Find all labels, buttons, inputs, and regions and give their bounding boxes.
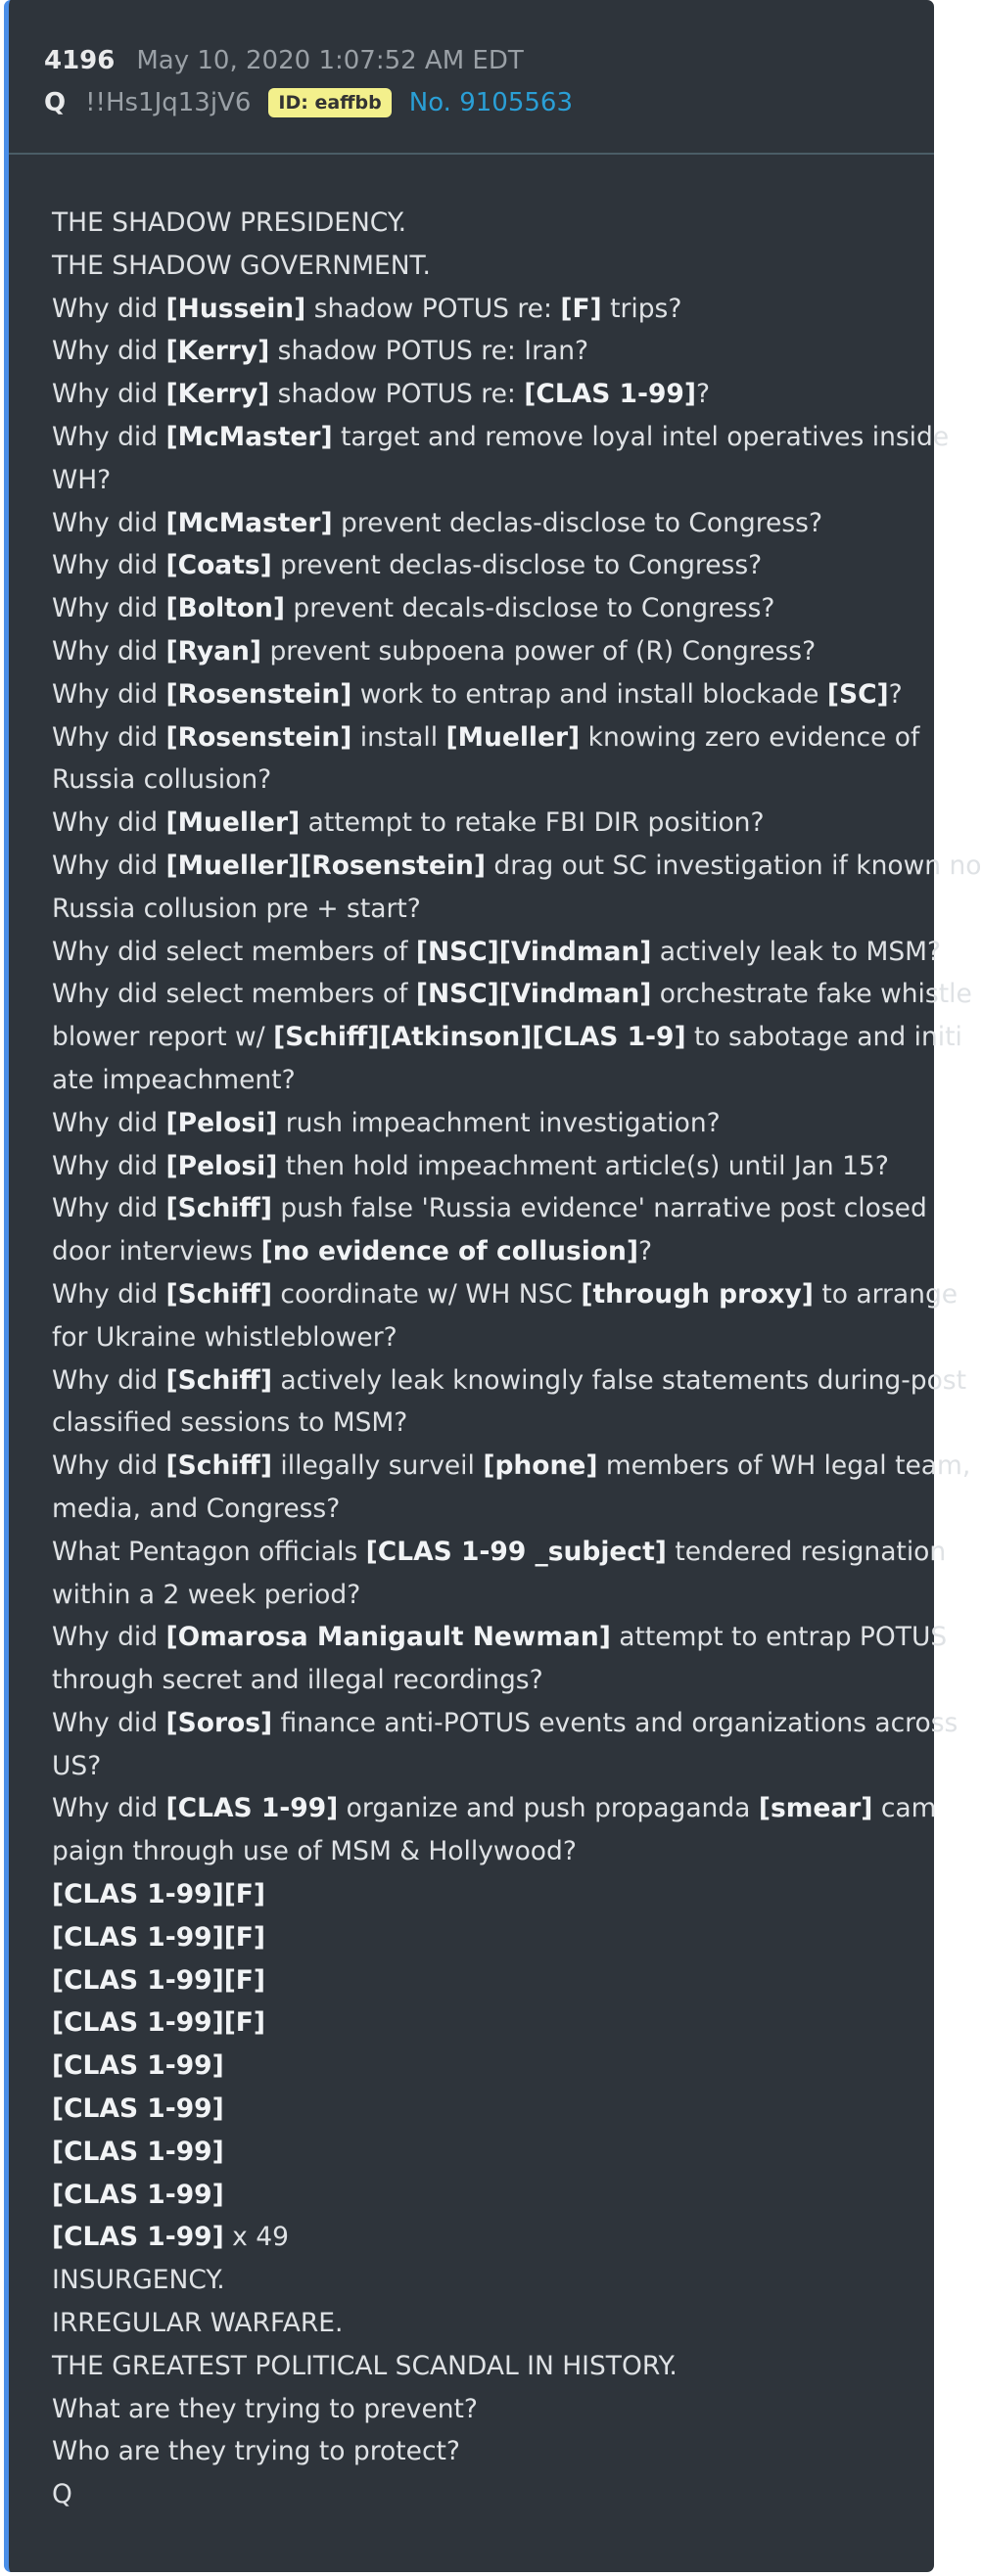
post-line: [52, 2001, 899, 2045]
text-segment: Why did: [52, 721, 166, 753]
text-segment: Why did: [52, 1278, 166, 1310]
bold-segment: [Schiff]: [165, 1193, 272, 1224]
post-line: [52, 1830, 899, 1873]
post-line: [52, 1574, 899, 1617]
bold-segment: [Kerry]: [165, 336, 270, 367]
text-segment: prevent decals-disclose to Congress?: [285, 593, 775, 624]
post-line: [52, 1616, 948, 1659]
text-segment: ?: [637, 1236, 653, 1267]
bold-segment: [Soros]: [165, 1707, 273, 1738]
bold-segment: [CLAS 1-99 _subject]: [365, 1536, 667, 1567]
text-segment: THE SHADOW GOVERNMENT.: [52, 250, 431, 281]
post-line: [52, 1187, 927, 1230]
post-card: [4, 0, 982, 2572]
bold-segment: [Bolton]: [165, 593, 285, 624]
text-segment: Why did: [52, 1150, 166, 1181]
text-segment: THE GREATEST POLITICAL SCANDAL IN HISTORY.: [52, 2350, 678, 2381]
text-segment: tendered resignation: [666, 1536, 947, 1567]
text-segment: to sabotage and initi: [685, 1022, 962, 1053]
bold-segment: [Schiff]: [165, 1450, 272, 1482]
bold-segment: [F]: [560, 293, 602, 324]
post-number: 4196: [44, 46, 116, 75]
post-line: [52, 544, 899, 587]
text-segment: blower report w/: [52, 1022, 274, 1053]
text-segment: attempt to retake FBI DIR position?: [300, 807, 765, 839]
text-segment: prevent declas-disclose to Congress?: [332, 507, 823, 538]
text-segment: Why did: [52, 678, 166, 710]
text-segment: Why did: [52, 1622, 166, 1653]
text-segment: media, and Congress?: [52, 1493, 341, 1524]
text-segment: Why did: [52, 593, 166, 624]
text-segment: THE SHADOW PRESIDENCY.: [52, 207, 407, 238]
text-segment: target and remove loyal intel operatives inside: [332, 421, 950, 452]
text-segment: WH?: [52, 464, 112, 495]
text-segment: attempt to entrap POTUS: [610, 1622, 948, 1653]
bold-segment: [Omarosa Manigault Newman]: [165, 1622, 611, 1653]
post-line: [52, 1531, 947, 1574]
post-line: [52, 416, 950, 459]
text-segment: IRREGULAR WARFARE.: [52, 2308, 344, 2339]
text-segment: push false 'Russia evidence' narrative post closed: [271, 1193, 927, 1224]
post-line: [52, 288, 899, 331]
post-line: [52, 2473, 899, 2516]
text-segment: Why did: [52, 807, 166, 839]
bold-segment: [no evidence of collusion]: [260, 1236, 638, 1267]
text-segment: shadow POTUS re:: [305, 293, 561, 324]
post-line: [52, 2131, 899, 2174]
text-segment: Why did select members of: [52, 936, 416, 967]
post-line: [52, 202, 899, 245]
post-timestamp: May 10, 2020 1:07:52 AM EDT: [136, 46, 524, 75]
post-line: [52, 2345, 899, 2388]
text-segment: US?: [52, 1750, 102, 1781]
text-segment: actively leak to MSM?: [651, 936, 942, 967]
post-line: [52, 630, 899, 673]
bold-segment: [Hussein]: [165, 293, 306, 324]
text-segment: shadow POTUS re:: [269, 379, 525, 410]
post-line: [52, 1145, 899, 1188]
post-line: [52, 1745, 899, 1788]
text-segment: to arrange: [813, 1278, 959, 1310]
post-line: [52, 973, 972, 1016]
post-line: [52, 716, 920, 759]
text-segment: Why did: [52, 1107, 166, 1138]
bold-segment: [through proxy]: [581, 1278, 814, 1310]
bold-segment: [Rosenstein]: [165, 678, 352, 710]
post-line: [52, 1488, 899, 1531]
bold-segment: [CLAS 1-99]: [52, 2222, 224, 2253]
post-line: [52, 2388, 899, 2431]
text-segment: door interviews: [52, 1236, 261, 1267]
bold-segment: [Pelosi]: [165, 1150, 278, 1181]
text-segment: INSURGENCY.: [52, 2265, 225, 2296]
bold-segment: [Mueller]: [445, 721, 581, 753]
bold-segment: [NSC][Vindman]: [415, 979, 652, 1010]
post-line: [52, 759, 899, 802]
text-segment: actively leak knowingly false statements during-post: [271, 1364, 966, 1396]
text-segment: knowing zero evidence of: [580, 721, 920, 753]
post-line: [52, 1873, 899, 1916]
post-reference-link[interactable]: No. 9105563: [408, 88, 573, 117]
post-line: [52, 373, 899, 416]
text-segment: ?: [888, 678, 903, 710]
bold-segment: [Ryan]: [165, 635, 262, 667]
bold-segment: [CLAS 1-99]: [52, 2050, 224, 2082]
bold-segment: [Rosenstein]: [165, 721, 352, 753]
text-segment: Russia collusion pre + start?: [52, 893, 421, 924]
post-line: [52, 1702, 959, 1745]
post-line: [52, 2088, 899, 2131]
text-segment: Why did: [52, 293, 166, 324]
bold-segment: [CLAS 1-99]: [52, 2136, 224, 2167]
text-segment: Why did: [52, 850, 166, 881]
bold-segment: [NSC][Vindman]: [415, 936, 652, 967]
text-segment: Why did: [52, 635, 166, 667]
text-segment: Why did select members of: [52, 979, 416, 1010]
post-line: [52, 2216, 899, 2259]
bold-segment: [CLAS 1-99][F]: [52, 1964, 266, 1996]
tripcode: !!Hs1Jq13jV6: [85, 88, 252, 117]
bold-segment: [Mueller][Rosenstein]: [165, 850, 486, 881]
text-segment: members of WH legal team,: [597, 1450, 971, 1482]
bold-segment: [CLAS 1-99]: [52, 2179, 224, 2210]
post-line: [52, 1787, 937, 1830]
post-line: [52, 1445, 971, 1488]
bold-segment: [CLAS 1-99]: [524, 379, 696, 410]
author-row: [44, 83, 899, 122]
post-line: [52, 1059, 899, 1102]
author-name: Q: [44, 88, 67, 117]
text-segment: x 49: [223, 2222, 289, 2253]
post-line: [52, 1359, 966, 1403]
text-segment: coordinate w/ WH NSC: [271, 1278, 582, 1310]
bold-segment: [phone]: [483, 1450, 598, 1482]
text-segment: prevent subpoena power of (R) Congress?: [261, 635, 817, 667]
post-line: [52, 931, 942, 974]
text-segment: within a 2 week period?: [52, 1579, 361, 1610]
post-line: [52, 673, 903, 716]
text-segment: prevent declas-disclose to Congress?: [271, 550, 763, 581]
post-line: [52, 1659, 899, 1702]
post-line: [52, 1959, 899, 2002]
text-segment: Why did: [52, 1450, 166, 1482]
post-line: [52, 1230, 899, 1273]
text-segment: organize and push propaganda: [338, 1793, 759, 1824]
text-segment: orchestrate fake whistle: [651, 979, 972, 1010]
text-segment: finance anti-POTUS events and organizations across: [272, 1707, 959, 1738]
text-segment: ate impeachment?: [52, 1064, 296, 1095]
text-segment: Why did: [52, 1193, 166, 1224]
text-segment: then hold impeachment article(s) until Jan 15?: [277, 1150, 889, 1181]
text-segment: Why did: [52, 421, 166, 452]
post-line: [52, 2174, 899, 2217]
bold-segment: [Schiff][Atkinson][CLAS 1-9]: [273, 1022, 686, 1053]
bold-segment: [CLAS 1-99]: [165, 1793, 339, 1824]
post-line: [52, 845, 982, 888]
post-line: [52, 802, 899, 845]
text-segment: Why did: [52, 550, 166, 581]
bold-segment: [Kerry]: [165, 379, 270, 410]
text-segment: trips?: [601, 293, 682, 324]
post-line: [52, 2045, 899, 2088]
text-segment: Why did: [52, 379, 166, 410]
text-segment: What Pentagon officials: [52, 1536, 366, 1567]
text-segment: Why did: [52, 1793, 166, 1824]
bold-segment: [McMaster]: [165, 421, 333, 452]
post-line: [52, 587, 899, 630]
bold-segment: [CLAS 1-99][F]: [52, 1879, 266, 1910]
text-segment: drag out SC investigation if known no: [486, 850, 982, 881]
text-segment: Who are they trying to protect?: [52, 2436, 460, 2467]
post-line: [52, 2302, 899, 2345]
post-body: [9, 155, 982, 2516]
id-badge: ID: eaffbb: [268, 88, 391, 117]
text-segment: work to entrap and install blockade: [351, 678, 827, 710]
text-segment: classified sessions to MSM?: [52, 1407, 408, 1439]
bold-segment: [Schiff]: [165, 1364, 272, 1396]
text-segment: rush impeachment investigation?: [277, 1107, 721, 1138]
post-line: [52, 2259, 899, 2302]
text-segment: paign through use of MSM & Hollywood?: [52, 1836, 577, 1867]
post-line: [52, 1402, 899, 1445]
text-segment: Q: [52, 2479, 72, 2510]
text-segment: shadow POTUS re: Iran?: [269, 336, 589, 367]
text-segment: Why did: [52, 1364, 166, 1396]
bold-segment: [Coats]: [165, 550, 272, 581]
bold-segment: [SC]: [826, 678, 889, 710]
bold-segment: [McMaster]: [165, 507, 333, 538]
post-line: [52, 459, 899, 502]
post-line: [52, 330, 899, 373]
text-segment: through secret and illegal recordings?: [52, 1665, 543, 1696]
text-segment: for Ukraine whistleblower?: [52, 1321, 397, 1353]
post-line: [52, 1016, 962, 1059]
text-segment: illegally surveil: [271, 1450, 484, 1482]
post-line: [52, 245, 899, 288]
text-segment: ?: [695, 379, 711, 410]
post-line: [52, 1273, 959, 1316]
post-line: [52, 1102, 899, 1145]
bold-segment: [CLAS 1-99]: [52, 2093, 224, 2125]
post-line: [52, 888, 899, 931]
bold-segment: [Schiff]: [165, 1278, 272, 1310]
bold-segment: [CLAS 1-99][F]: [52, 1921, 266, 1953]
post-line: [52, 502, 899, 545]
bold-segment: [Mueller]: [165, 807, 301, 839]
text-segment: install: [351, 721, 446, 753]
text-segment: Russia collusion?: [52, 764, 272, 796]
post-line: [52, 1316, 899, 1359]
bold-segment: [CLAS 1-99][F]: [52, 2007, 266, 2039]
post-header: [9, 0, 934, 117]
text-segment: What are they trying to prevent?: [52, 2393, 478, 2424]
text-segment: Why did: [52, 1707, 166, 1738]
post-line: [52, 2430, 899, 2473]
post-line: [52, 1916, 899, 1959]
bold-segment: [Pelosi]: [165, 1107, 278, 1138]
bold-segment: [smear]: [758, 1793, 873, 1824]
text-segment: Why did: [52, 507, 166, 538]
post-meta-row: [44, 41, 899, 80]
text-segment: Why did: [52, 336, 166, 367]
text-segment: cam: [872, 1793, 937, 1824]
